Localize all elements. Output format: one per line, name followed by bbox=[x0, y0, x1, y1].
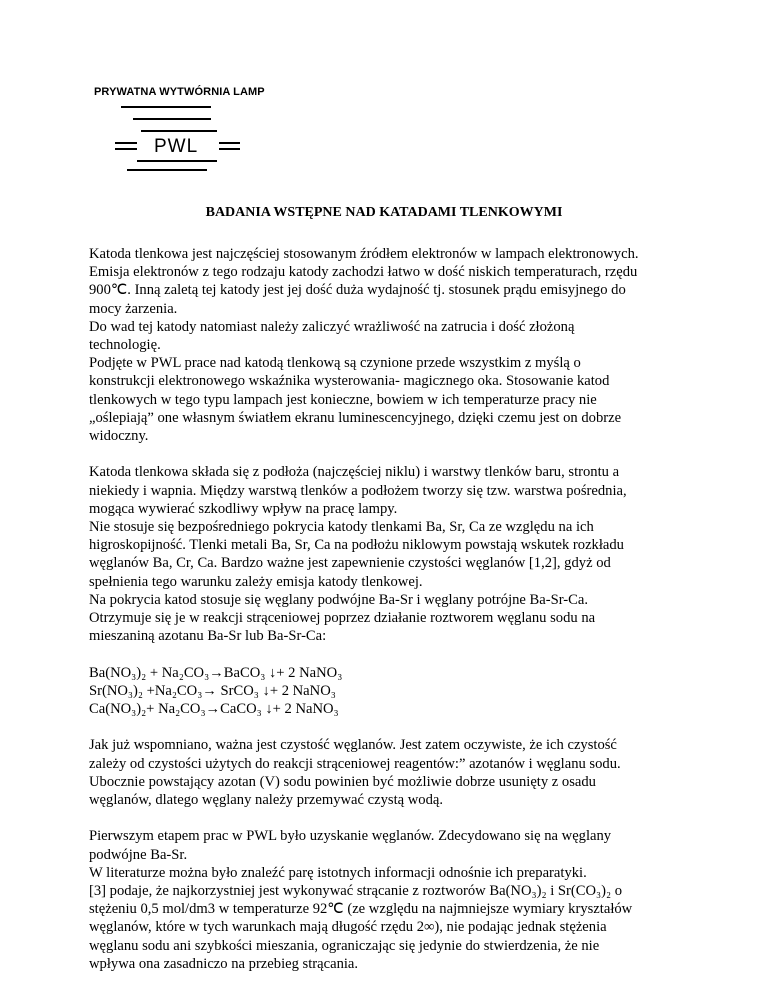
text-line: Nie stosuje się bezpośredniego pokrycia katody tlenkami Ba, Sr, Ca ze względu na ich bbox=[89, 519, 594, 536]
logo-bar bbox=[219, 142, 240, 144]
text-line: mocy żarzenia. bbox=[89, 300, 178, 317]
text-line: podwójne Ba-Sr. bbox=[89, 846, 188, 863]
text-line: „oślepiają” one własnym światłem ekranu luminescencyjnego, dzięki czemu jest on dobrze bbox=[89, 409, 622, 426]
text-line: higroskopijność. Tlenki metali Ba, Sr, Ca na podłożu niklowym powstają wskutek rozkładu bbox=[89, 537, 624, 554]
text-line: stężeniu 0,5 mol/dm3 w temperaturze 92℃ (ze względu na najmniejsze wymiary kryształów bbox=[89, 901, 633, 918]
text-line: Ca(NO₃)₂+ Na₂CO₃→CaCO₃ ↓+ 2 NaNO₃ bbox=[89, 701, 339, 718]
text-line: Katoda tlenkowa składa się z podłoża (najczęściej niklu) i warstwy tlenków baru, strontu a bbox=[89, 464, 620, 481]
text-line: tlenkowych w tego typu lampach jest konieczne, bowiem w ich temperaturze pracy nie bbox=[89, 391, 597, 408]
logo-bar bbox=[115, 148, 137, 150]
logo-bar bbox=[121, 106, 211, 108]
text-line: [3] podaje, że najkorzystniej jest wykonywać strącanie z roztworów Ba(NO₃)₂ i Sr(CO₃)₂ o bbox=[89, 883, 622, 900]
text-line: Ba(NO₃)₂ + Na₂CO₃→BaCO₃ ↓+ 2 NaNO₃ bbox=[89, 664, 343, 681]
text-line: węglanu sodu ani szybkości mieszania, ograniczając się jedynie do stwierdzenia, że nie bbox=[89, 937, 600, 954]
text-line: wpływa ona zasadniczo na przebieg strącania. bbox=[89, 955, 359, 972]
text-line: widoczny. bbox=[89, 428, 149, 445]
text-line: zależy od czystości użytych do reakcji strąceniowej reagentów:” azotanów i węglanu sodu. bbox=[89, 755, 621, 772]
text-line: Ubocznie powstający azotan (V) sodu powinien być możliwie dobrze usunięty z osadu bbox=[89, 773, 596, 790]
text-line: konstrukcji elektronowego wskaźnika wysterowania- magicznego oka. Stosowanie katod bbox=[89, 373, 610, 390]
logo-bar bbox=[115, 142, 137, 144]
paragraph bbox=[89, 664, 729, 719]
text-line: mieszaniną azotanu Ba-Sr lub Ba-Sr-Ca: bbox=[89, 628, 327, 645]
pwl-logo bbox=[115, 106, 240, 170]
logo-bar bbox=[219, 148, 240, 150]
document-body bbox=[89, 245, 729, 991]
text-line: niekiedy i wapnia. Między warstwą tlenków a podłożem tworzy się tzw. warstwa pośrednia, bbox=[89, 482, 627, 499]
logo-bar bbox=[133, 118, 211, 120]
text-line: węglanów, dlatego węglany należy przemywać czystą wodą. bbox=[89, 792, 444, 809]
text-line: Na pokrycia katod stosuje się węglany podwójne Ba-Sr i węglany potrójne Ba-Sr-Ca. bbox=[89, 591, 589, 608]
logo-text: PWL bbox=[154, 136, 199, 157]
text-line: spełnienia tego warunku zależy emisja katody tlenkowej. bbox=[89, 573, 423, 590]
text-line: Podjęte w PWL prace nad katodą tlenkową są czynione przede wszystkim z myślą o bbox=[89, 355, 581, 372]
text-line: węglanów Ba, Cr, Ca. Bardzo ważne jest zapewnienie czystości węglanów [1,2], gdyż od bbox=[89, 555, 611, 572]
logo-bar bbox=[127, 169, 207, 171]
text-line: 900℃. Inną zaletą tej katody jest jej dość duża wydajność tj. stosunek prądu emisyjnego do bbox=[89, 282, 626, 299]
text-line: Katoda tlenkowa jest najczęściej stosowanym źródłem elektronów w lampach elektronowych. bbox=[89, 246, 639, 262]
paragraph bbox=[89, 245, 729, 445]
text-line: Jak już wspomniano, ważna jest czystość węglanów. Jest zatem oczywiste, że ich czystość bbox=[89, 737, 617, 754]
paragraph bbox=[89, 827, 729, 973]
logo-bar bbox=[137, 160, 217, 162]
text-line: Sr(NO₃)₂ +Na₂CO₃→ SrCO₃ ↓+ 2 NaNO₃ bbox=[89, 682, 336, 699]
text-line: technologię. bbox=[89, 337, 161, 354]
company-name: PRYWATNA WYTWÓRNIA LAMP bbox=[94, 86, 265, 98]
paragraph bbox=[89, 463, 729, 645]
text-line: W literaturze można było znaleźć parę istotnych informacji odnośnie ich preparatyki. bbox=[89, 864, 587, 881]
logo-bar bbox=[141, 130, 217, 132]
text-line: Pierwszym etapem prac w PWL było uzyskanie węglanów. Zdecydowano się na węglany bbox=[89, 828, 612, 845]
text-line: Otrzymuje się je w reakcji strąceniowej poprzez działanie roztworem węglanu sodu na bbox=[89, 610, 596, 627]
paragraph bbox=[89, 736, 729, 809]
document-title: BADANIA WSTĘPNE NAD KATADAMI TLENKOWYMI bbox=[205, 205, 563, 220]
text-line: Do wad tej katody natomiast należy zaliczyć wrażliwość na zatrucia i dość złożoną bbox=[89, 318, 575, 335]
text-line: mogąca wywierać szkodliwy wpływ na pracę lampy. bbox=[89, 500, 398, 517]
text-line: węglanów, które w tych warunkach mają długość rzędu 2∞), nie podając jednak stężenia bbox=[89, 919, 607, 936]
text-line: Emisja elektronów z tego rodzaju katody zachodzi łatwo w dość niskich temperaturach, rzędu bbox=[89, 264, 638, 281]
